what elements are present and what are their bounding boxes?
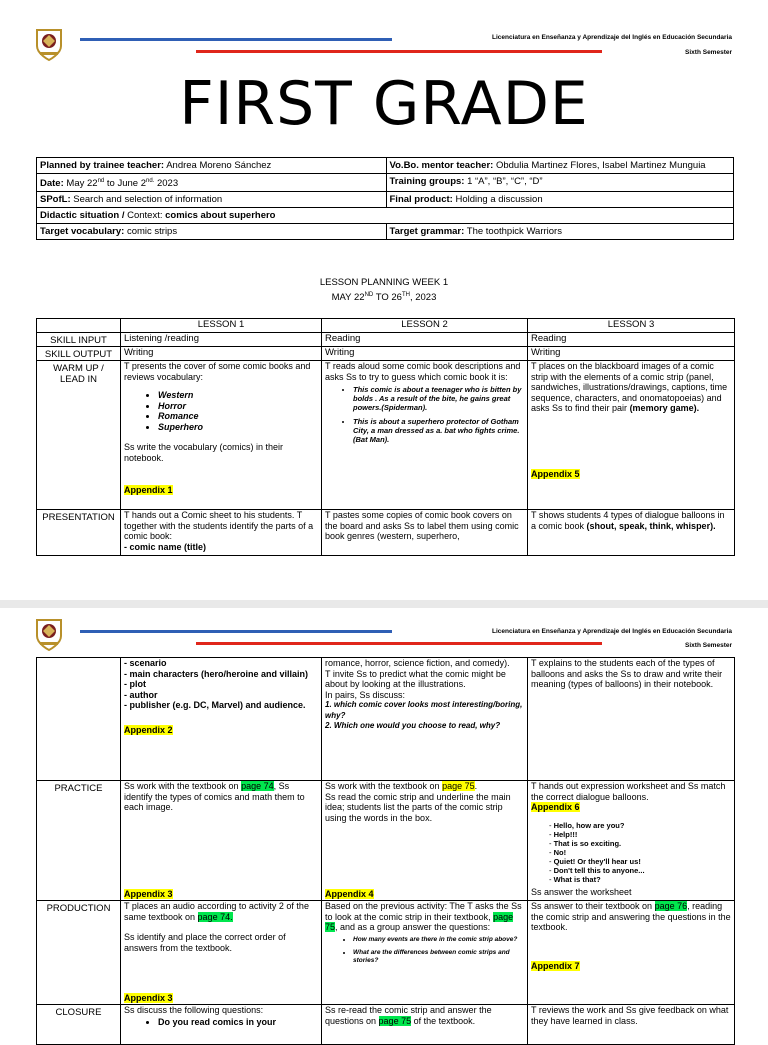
- final-value: Holding a discussion: [455, 194, 543, 206]
- didactic-cell: [37, 208, 734, 224]
- description-list: [325, 385, 524, 444]
- production-l2-a: Based on the previous activity: The T asks the Ss to look at the comic strip in their textbook,: [325, 901, 522, 922]
- presentation-cont-l2-text: romance, horror, science fiction, and comedy).: [325, 658, 510, 668]
- planned-by-value: Andrea Moreno Sánchez: [166, 160, 272, 171]
- closure-question-list: [124, 1017, 318, 1028]
- vobo-cell: [386, 158, 734, 174]
- closure-l2: [322, 1005, 528, 1045]
- header-red-bar: [196, 50, 602, 53]
- vocab-item: • Horror: [158, 401, 318, 412]
- spofl-cell: [37, 192, 387, 208]
- production-label: PRODUCTION: [37, 901, 121, 1005]
- practice-l2-a: Ss work with the textbook on: [325, 781, 443, 791]
- closure-l1-text: Ss discuss the following questions:: [124, 1005, 264, 1015]
- production-l3: [528, 901, 735, 1005]
- appendix-badge: Appendix 1: [124, 485, 173, 495]
- practice-l3-text: T hands out expression worksheet and Ss match the correct dialogue balloons.: [531, 781, 726, 802]
- appendix-badge: Appendix 6: [531, 802, 580, 812]
- production-l1-a: T places an audio according to activity 2 of the same textbook on: [124, 901, 309, 922]
- info-table: [36, 157, 734, 240]
- expression-item: - No!: [549, 848, 731, 857]
- week-date-b: TO 26: [373, 292, 402, 304]
- production-l3-b: , reading the comic strip and answering the questions in the textbook.: [531, 901, 731, 932]
- lesson-2-header: LESSON 2: [322, 319, 528, 333]
- grammar-value: The toothpick Warriors: [466, 226, 562, 238]
- warmup-l1-intro: T presents the cover of some comic books and reviews vocabulary:: [124, 361, 311, 382]
- grammar-cell: [386, 224, 734, 240]
- spofl-value: Search and selection of information: [73, 194, 223, 206]
- lesson-plan-table-continued: [36, 657, 735, 1045]
- practice-l2: [322, 781, 528, 901]
- presentation-l2: T pastes some copies of comic book covers on the board and asks Ss to label them using comic book genres (western, superhero,: [322, 510, 528, 556]
- page-title: FIRST GRADE: [179, 69, 589, 139]
- presentation-cont-l2-text2: T invite Ss to predict what the comic might be about by looking at the illustrations.: [325, 668, 506, 689]
- groups-cell: [386, 174, 734, 192]
- presentation-cont-l3: T explains to the students each of the types of balloons and asks the Ss to draw and write their meaning (types of balloons) in their notebook.: [528, 658, 735, 781]
- production-question-list: [325, 936, 524, 965]
- vobo-label: Vo.Bo. mentor teacher:: [389, 160, 494, 171]
- page-reference: page 75: [442, 781, 475, 791]
- skill-output-label: SKILL OUTPUT: [37, 347, 121, 361]
- vocab-item: • Romance: [158, 411, 318, 422]
- presentation-cont-label: [37, 658, 121, 781]
- vocab-list: [124, 390, 318, 432]
- spofl-label: SPofL:: [40, 194, 71, 206]
- school-crest-icon: [34, 26, 64, 62]
- production-question: • How many events are there in the comic strip above?: [353, 936, 524, 944]
- appendix-badge: Appendix 3: [124, 888, 173, 899]
- expression-item: - That is so exciting.: [549, 839, 731, 848]
- page-reference: page 74.: [197, 911, 233, 922]
- warmup-l3: [528, 361, 735, 510]
- planned-by-cell: [37, 158, 387, 174]
- practice-l2-b: .: [474, 781, 478, 791]
- didactic-value: comics about superhero: [165, 210, 276, 222]
- presentation-l3-bold: (shout, speak, think, whisper).: [586, 520, 716, 531]
- presentation-l3-text: T shows students 4 types of dialogue balloons in a comic book: [531, 510, 725, 531]
- skill-input-l3: Reading: [528, 333, 735, 347]
- context-label: Context:: [127, 210, 163, 222]
- page-reference: page 75: [378, 1015, 412, 1026]
- presentation-l1-text: T hands out a Comic sheet to his students. T together with the students identify the parts of a comic book:: [124, 510, 314, 541]
- presentation-l3: [528, 510, 735, 556]
- planned-by-label: Planned by trainee teacher:: [40, 160, 165, 171]
- production-l2-b: , and as a group answer the questions:: [335, 922, 491, 932]
- practice-l2-c: Ss read the comic strip and underline the main idea; students list the parts of the comic strip using the words in the box.: [325, 791, 511, 823]
- appendix-badge: Appendix 2: [124, 724, 173, 735]
- appendix-badge: Appendix 7: [531, 960, 580, 971]
- warmup-l1-after: Ss write the vocabulary (comics) in their notebook.: [124, 442, 284, 463]
- final-cell: [386, 192, 734, 208]
- header-blue-bar: [80, 38, 392, 41]
- week-date-a-sup: ND: [364, 292, 374, 298]
- institution-name: Licenciatura en Enseñanza y Aprendizaje del Inglés en Educación Secundaria: [492, 34, 732, 41]
- vocab-value: comic strips: [126, 226, 178, 238]
- skill-output-l2: Writing: [322, 347, 528, 361]
- expression-item: - Quiet! Or they'll hear us!: [549, 857, 731, 866]
- week-date-c: , 2023: [409, 292, 437, 304]
- discussion-question: 2. Which one would you choose to read, why?: [325, 721, 501, 730]
- week-date-b-sup: TH: [401, 292, 410, 298]
- final-label: Final product:: [389, 194, 453, 206]
- presentation-cont-l2: [322, 658, 528, 781]
- vocab-label: Target vocabulary:: [40, 226, 125, 238]
- practice-l3: [528, 781, 735, 901]
- closure-question: • Do you read comics in your: [158, 1017, 318, 1028]
- lesson-plan-table: [36, 318, 735, 556]
- comic-part-item: - author: [124, 689, 158, 700]
- week-title: LESSON PLANNING WEEK 1: [319, 277, 449, 288]
- appendix-badge: Appendix 3: [124, 992, 173, 1003]
- comic-part-item: - main characters (hero/heroine and villain): [124, 668, 309, 679]
- warmup-l2: [322, 361, 528, 510]
- warmup-l3-text: T places on the blackboard images of a comic strip with the elements of a comic strip (panel, sandwiches, illustrations/drawings, captions, time sequence, characters, and onomatopoeias) and asks Ss to find their pair: [531, 361, 728, 413]
- warmup-label-a: WARM UP /: [53, 363, 104, 374]
- practice-l1: [121, 781, 322, 901]
- practice-l3-after: Ss answer the worksheet: [531, 886, 632, 897]
- practice-label: PRACTICE: [37, 781, 121, 901]
- week-date-a: MAY 22: [331, 292, 365, 304]
- didactic-label: Didactic situation: [40, 210, 120, 222]
- lesson-1-header: LESSON 1: [121, 319, 322, 333]
- production-l1-b: Ss identify and place the correct order of answers from the textbook.: [124, 932, 286, 953]
- production-l1: [121, 901, 322, 1005]
- date-a: May 22: [66, 178, 98, 190]
- vocab-item: • Superhero: [158, 422, 318, 433]
- presentation-l1: [121, 510, 322, 556]
- practice-l1-b: , Ss identify the types of comics and math them to each image.: [124, 781, 305, 812]
- week-dates: [0, 289, 768, 304]
- date-a-sup: nd: [97, 178, 105, 184]
- skill-input-l1: Listening /reading: [121, 333, 322, 347]
- date-cell: [37, 174, 387, 192]
- practice-l1-a: Ss work with the textbook on: [124, 781, 242, 791]
- grammar-label: Target grammar:: [389, 226, 465, 238]
- vocab-item: • Western: [158, 390, 318, 401]
- page-gap: [0, 600, 768, 608]
- warmup-l2-intro: T reads aloud some comic book descriptions and asks Ss to try to guess which comic book it is:: [325, 361, 521, 382]
- header-red-bar: [196, 642, 602, 645]
- date-c: 2023: [154, 178, 179, 190]
- groups-value: 1 “A”, “B”, “C”, “D”: [467, 176, 543, 187]
- closure-l2-b: of the textbook.: [411, 1015, 476, 1026]
- skill-output-l3: Writing: [528, 347, 735, 361]
- appendix-badge: Appendix 5: [531, 468, 580, 479]
- header-blue-bar: [80, 630, 392, 633]
- production-l2: [322, 901, 528, 1005]
- description-item: • This is about a superhero protector of Gotham City, a man dressed as a. bat who fights crime.(Bat Man).: [353, 417, 524, 444]
- presentation-cont-l1: [121, 658, 322, 781]
- description-item: • This comic is about a teenager who is bitten by bolds . As a result of the bite, he gains great powers.(Spiderman).: [353, 385, 524, 412]
- discussion-question: 1. which comic cover looks most interesting/boring, why?: [325, 700, 523, 720]
- closure-l2-a: Ss re-read the comic strip and answer the questions on: [325, 1005, 492, 1026]
- institution-name: Licenciatura en Enseñanza y Aprendizaje del Inglés en Educación Secundaria: [492, 628, 732, 635]
- semester-label: Sixth Semester: [685, 642, 732, 649]
- production-question: • What are the differences between comic strips and stories?: [353, 949, 524, 965]
- comic-part-item: - scenario: [124, 658, 167, 668]
- lesson-3-header: LESSON 3: [528, 319, 735, 333]
- semester-label: Sixth Semester: [685, 49, 732, 56]
- expression-list: [531, 821, 731, 884]
- closure-label: CLOSURE: [37, 1005, 121, 1045]
- presentation-label: PRESENTATION: [37, 510, 121, 556]
- presentation-l1-item: - comic name (title): [124, 541, 207, 552]
- page-reference: page 75: [325, 911, 514, 932]
- date-label: Date:: [40, 178, 64, 190]
- expression-item: - What is that?: [549, 875, 731, 884]
- presentation-cont-l2-text3: In pairs, Ss discuss:: [325, 689, 406, 700]
- date-b: to June 2: [104, 178, 146, 190]
- skill-output-l1: Writing: [121, 347, 322, 361]
- groups-label: Training groups:: [389, 176, 465, 187]
- warmup-l1: [121, 361, 322, 510]
- warmup-label: [37, 361, 121, 510]
- didactic-sep: /: [119, 210, 128, 222]
- production-l3-a: Ss answer to their textbook on: [531, 901, 655, 911]
- closure-l3: T reviews the work and Ss give feedback on what they have learned in class.: [528, 1005, 735, 1045]
- date-b-sup: nd.: [145, 178, 155, 184]
- warmup-l3-bold: (memory game).: [629, 403, 700, 413]
- closure-l1: [121, 1005, 322, 1045]
- skill-input-label: SKILL INPUT: [37, 333, 121, 347]
- expression-item: - Help!!!: [549, 830, 731, 839]
- vocab-cell: [37, 224, 387, 240]
- vobo-value: Obdulia Martinez Flores, Isabel Martinez Munguia: [495, 160, 706, 171]
- page-reference: page 74: [241, 781, 274, 791]
- comic-part-item: - publisher (e.g. DC, Marvel) and audience.: [124, 700, 306, 710]
- expression-item: - Don't tell this to anyone...: [549, 866, 731, 875]
- expression-item: - Hello, how are you?: [549, 821, 731, 830]
- page-reference: page 76: [654, 901, 688, 911]
- comic-part-item: - plot: [124, 679, 146, 689]
- warmup-label-b: LEAD IN: [60, 374, 97, 385]
- skill-input-l2: Reading: [322, 333, 528, 347]
- appendix-badge: Appendix 4: [325, 888, 374, 899]
- school-crest-icon: [34, 616, 64, 652]
- corner-cell: [37, 319, 121, 333]
